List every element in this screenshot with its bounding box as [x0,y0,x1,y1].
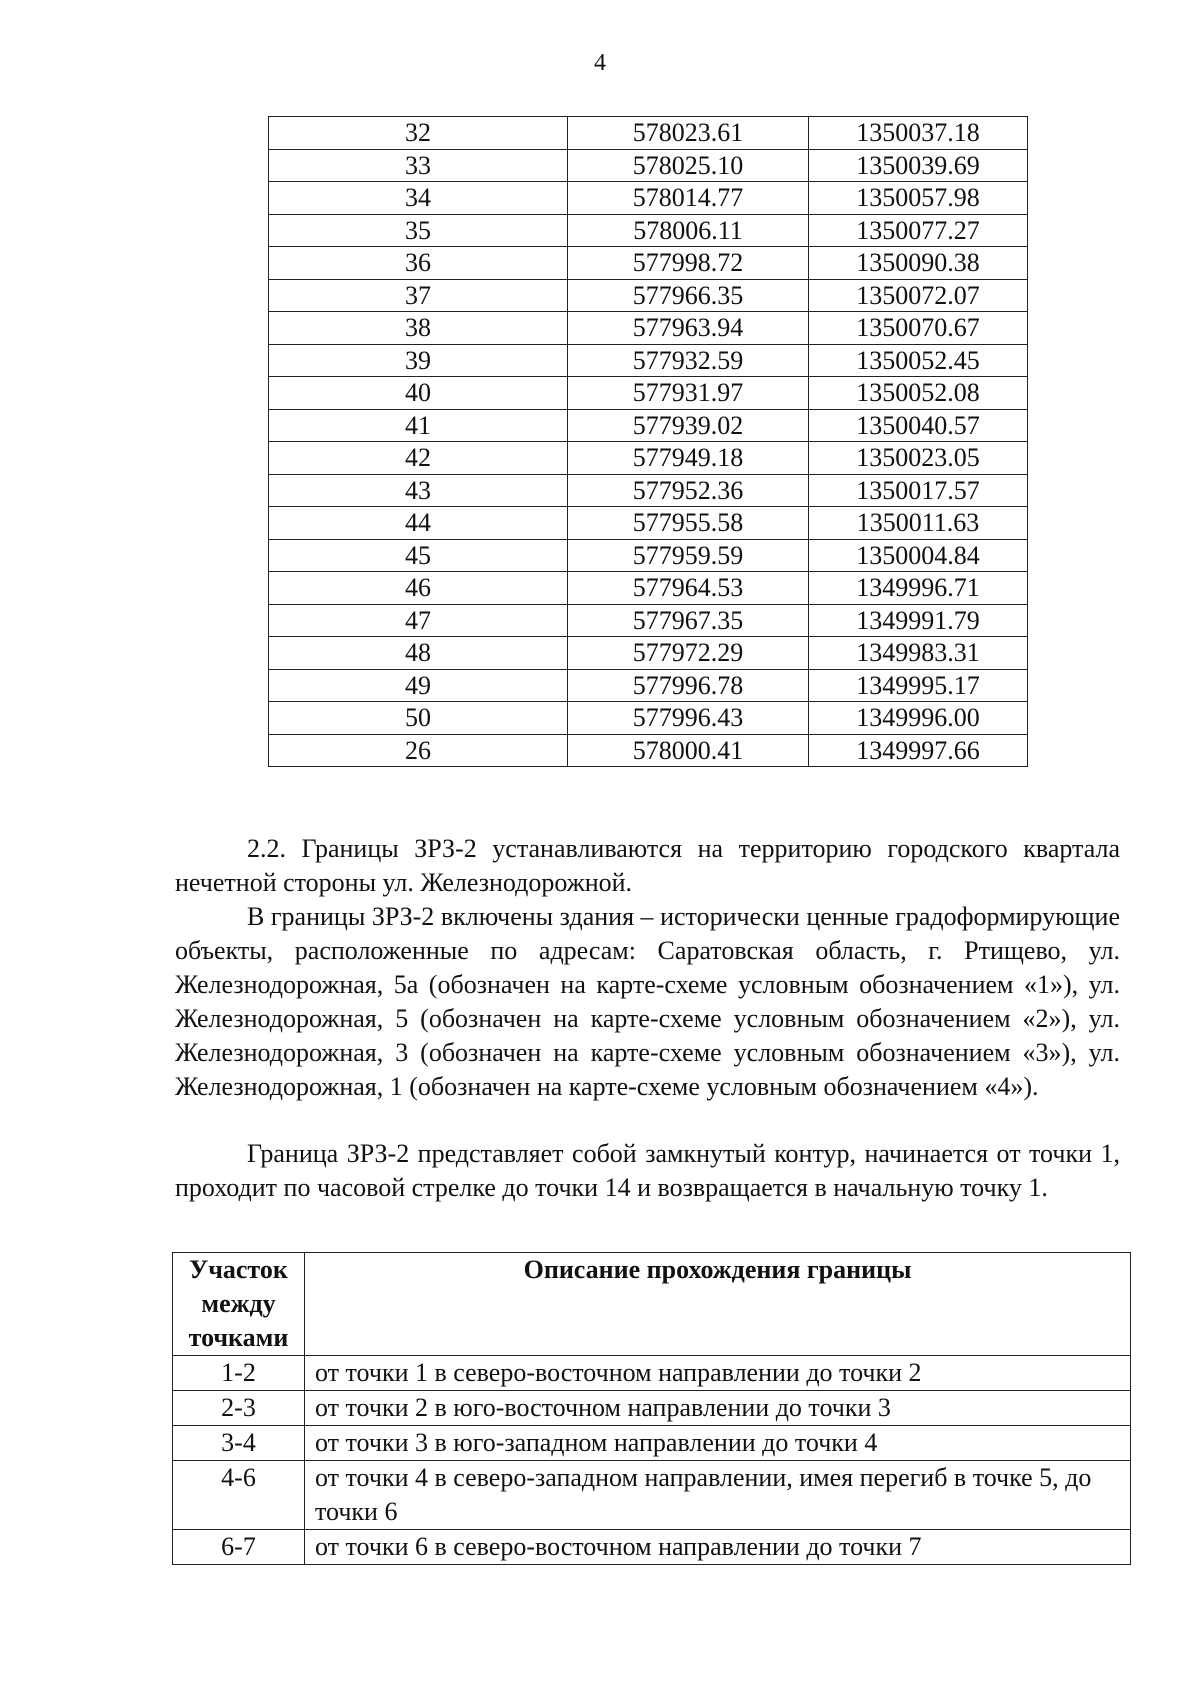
paragraph-text: 2.2. Границы ЗРЗ-2 устанавливаются на территорию городского квартала нечетной стороны ул. Железнодорожной. [175,834,1120,897]
table-header-row [173,1253,1131,1356]
segment-cell: 3-4 [173,1426,305,1461]
table-row [173,1356,1131,1391]
y-coordinate-cell: 1349997.66 [809,734,1028,767]
boundary-segments-table [172,1252,1131,1565]
y-coordinate-cell: 1349996.71 [809,572,1028,605]
x-coordinate-cell: 577964.53 [568,572,809,605]
segment-cell: 4-6 [173,1461,305,1530]
table-row [269,702,1028,735]
x-coordinate-cell: 577972.29 [568,637,809,670]
table-row [269,377,1028,410]
point-number-cell: 47 [269,604,568,637]
x-coordinate-cell: 577966.35 [568,279,809,312]
table-row [173,1426,1131,1461]
page-number: 4 [594,50,606,76]
point-number-cell: 48 [269,637,568,670]
table-row [269,344,1028,377]
x-coordinate-cell: 578014.77 [568,182,809,215]
table-row [269,312,1028,345]
x-coordinate-cell: 577939.02 [568,409,809,442]
point-number-cell: 33 [269,149,568,182]
table-row [269,637,1028,670]
point-number-cell: 39 [269,344,568,377]
table-row [173,1530,1131,1565]
table-row [269,442,1028,475]
paragraph-included-buildings [175,900,1120,1104]
x-coordinate-cell: 577996.78 [568,669,809,702]
y-coordinate-cell: 1350037.18 [809,117,1028,150]
x-coordinate-cell: 577952.36 [568,474,809,507]
x-coordinate-cell: 577955.58 [568,507,809,540]
table-row [269,117,1028,150]
description-cell: от точки 3 в юго-западном направлении до точки 4 [305,1426,1131,1461]
table-row [173,1461,1131,1530]
x-coordinate-cell: 577932.59 [568,344,809,377]
point-number-cell: 49 [269,669,568,702]
table-row [269,182,1028,215]
segment-cell: 1-2 [173,1356,305,1391]
y-coordinate-cell: 1350090.38 [809,247,1028,280]
y-coordinate-cell: 1350039.69 [809,149,1028,182]
table-row [269,474,1028,507]
y-coordinate-cell: 1350072.07 [809,279,1028,312]
table-row [269,734,1028,767]
x-coordinate-cell: 578006.11 [568,214,809,247]
point-number-cell: 41 [269,409,568,442]
y-coordinate-cell: 1350040.57 [809,409,1028,442]
y-coordinate-cell: 1350011.63 [809,507,1028,540]
table-row [269,214,1028,247]
point-number-cell: 34 [269,182,568,215]
paragraph-2-2 [175,832,1120,900]
x-coordinate-cell: 578025.10 [568,149,809,182]
x-coordinate-cell: 577949.18 [568,442,809,475]
x-coordinate-cell: 577963.94 [568,312,809,345]
description-cell: от точки 2 в юго-восточном направлении до точки 3 [305,1391,1131,1426]
x-coordinate-cell: 577996.43 [568,702,809,735]
y-coordinate-cell: 1350057.98 [809,182,1028,215]
paragraph-text: В границы ЗРЗ-2 включены здания – исторически ценные градоформирующие объекты, расположенные по адресам: Саратовская область, г. Ртищево, ул. Железнодорожная, 5а (обозначен на карте-схеме условным обозначением «1»), ул. Железнодорожная, 5 (обозначен на карте-схеме условным обозначением «2»), ул. Железнодорожная, 3 (обозначен на карте-схеме условным обозначением «3»), ул. Железнодорожная, 1 (обозначен на карте-схеме условным обозначением «4»). [175,902,1120,1101]
y-coordinate-cell: 1350017.57 [809,474,1028,507]
table-row [269,279,1028,312]
point-number-cell: 40 [269,377,568,410]
point-number-cell: 50 [269,702,568,735]
table-row [269,604,1028,637]
y-coordinate-cell: 1350052.08 [809,377,1028,410]
point-number-cell: 45 [269,539,568,572]
y-coordinate-cell: 1350023.05 [809,442,1028,475]
y-coordinate-cell: 1349996.00 [809,702,1028,735]
paragraph-boundary-contour [175,1137,1120,1205]
point-number-cell: 37 [269,279,568,312]
y-coordinate-cell: 1350070.67 [809,312,1028,345]
x-coordinate-cell: 578000.41 [568,734,809,767]
description-cell: от точки 6 в северо-восточном направлении до точки 7 [305,1530,1131,1565]
point-number-cell: 46 [269,572,568,605]
y-coordinate-cell: 1350052.45 [809,344,1028,377]
description-cell: от точки 4 в северо-западном направлении, имея перегиб в точке 5, до точки 6 [305,1461,1131,1530]
y-coordinate-cell: 1349991.79 [809,604,1028,637]
y-coordinate-cell: 1350004.84 [809,539,1028,572]
table-row [269,507,1028,540]
table-row [269,539,1028,572]
point-number-cell: 35 [269,214,568,247]
table-row [269,409,1028,442]
segment-cell: 2-3 [173,1391,305,1426]
point-number-cell: 38 [269,312,568,345]
point-number-cell: 44 [269,507,568,540]
segment-cell: 6-7 [173,1530,305,1565]
point-number-cell: 26 [269,734,568,767]
y-coordinate-cell: 1349995.17 [809,669,1028,702]
table-row [269,247,1028,280]
x-coordinate-cell: 577998.72 [568,247,809,280]
point-number-cell: 36 [269,247,568,280]
header-description: Описание прохождения границы [305,1253,1131,1356]
y-coordinate-cell: 1350077.27 [809,214,1028,247]
x-coordinate-cell: 577931.97 [568,377,809,410]
paragraph-text: Граница ЗРЗ-2 представляет собой замкнутый контур, начинается от точки 1, проходит по часовой стрелке до точки 14 и возвращается в начальную точку 1. [175,1139,1120,1202]
description-cell: от точки 1 в северо-восточном направлении до точки 2 [305,1356,1131,1391]
table-row [269,149,1028,182]
point-number-cell: 43 [269,474,568,507]
table-row [269,669,1028,702]
y-coordinate-cell: 1349983.31 [809,637,1028,670]
table-row [173,1391,1131,1426]
point-number-cell: 42 [269,442,568,475]
x-coordinate-cell: 578023.61 [568,117,809,150]
coordinates-table [268,116,1028,767]
header-segment: Участок между точками [173,1253,305,1356]
x-coordinate-cell: 577967.35 [568,604,809,637]
table-row [269,572,1028,605]
point-number-cell: 32 [269,117,568,150]
x-coordinate-cell: 577959.59 [568,539,809,572]
